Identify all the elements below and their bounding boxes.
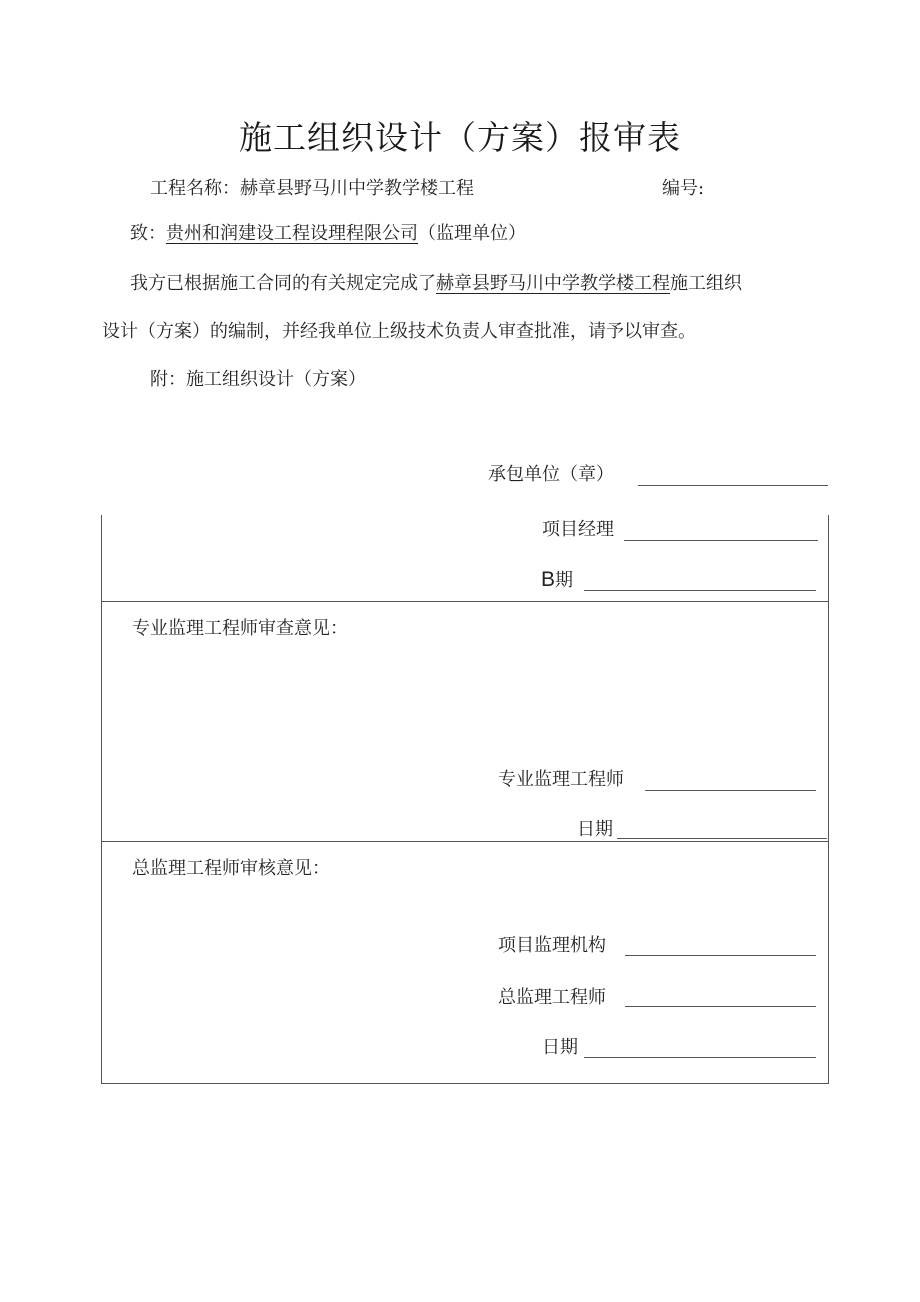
specialist-review-heading: 专业监理工程师审查意见： <box>132 618 348 639</box>
addressee-prefix: 致： <box>130 223 166 244</box>
chief-engineer-label: 总监理工程师 <box>498 987 606 1008</box>
contractor-date-line <box>584 590 816 591</box>
specialist-engineer-label: 专业监理工程师 <box>498 769 624 790</box>
specialist-date-label: 日期 <box>577 819 613 840</box>
chief-review-heading: 总监理工程师审核意见： <box>132 858 330 879</box>
chief-engineer-signature-line <box>625 1006 816 1007</box>
attachment-line: 附：施工组织设计（方案） <box>150 369 366 390</box>
table-divider-1 <box>101 601 829 602</box>
body-text-part1: 我方已根据施工合同的有关规定完成了 <box>130 273 436 294</box>
date-prefix-letter: B <box>541 568 556 591</box>
body-line-1 <box>130 272 742 296</box>
project-label: 工程名称： <box>150 178 240 199</box>
specialist-date-line <box>617 838 827 839</box>
body-text-part2: 施工组织 <box>670 273 742 294</box>
contractor-date-text: 期 <box>555 570 574 591</box>
contractor-unit-signature-line <box>638 485 828 486</box>
specialist-engineer-signature-line <box>645 790 816 791</box>
contractor-unit-label: 承包单位（章） <box>488 464 614 485</box>
chief-date-label: 日期 <box>542 1037 578 1058</box>
project-manager-signature-line <box>624 540 818 541</box>
supervision-company: 贵州和润建设工程设理程限公司 <box>166 223 418 244</box>
addressee-row <box>130 222 526 246</box>
project-manager-label: 项目经理 <box>542 519 614 540</box>
table-divider-2 <box>101 841 829 842</box>
number-label: 编号: <box>662 178 705 199</box>
page-title: 施工组织设计（方案）报审表 <box>239 118 681 157</box>
addressee-suffix: （监理单位） <box>418 223 526 244</box>
chief-date-line <box>584 1057 816 1058</box>
supervision-org-label: 项目监理机构 <box>498 935 606 956</box>
project-name-row <box>150 177 474 201</box>
contractor-date-label <box>541 568 573 593</box>
body-project-name: 赫章县野马川中学教学楼工程 <box>436 273 670 294</box>
table-bottom-border <box>101 1083 829 1084</box>
project-name: 赫章县野马川中学教学楼工程 <box>240 178 474 199</box>
supervision-org-signature-line <box>625 955 816 956</box>
body-line-2: 设计（方案）的编制，并经我单位上级技术负责人审查批准，请予以审查。 <box>102 321 696 342</box>
